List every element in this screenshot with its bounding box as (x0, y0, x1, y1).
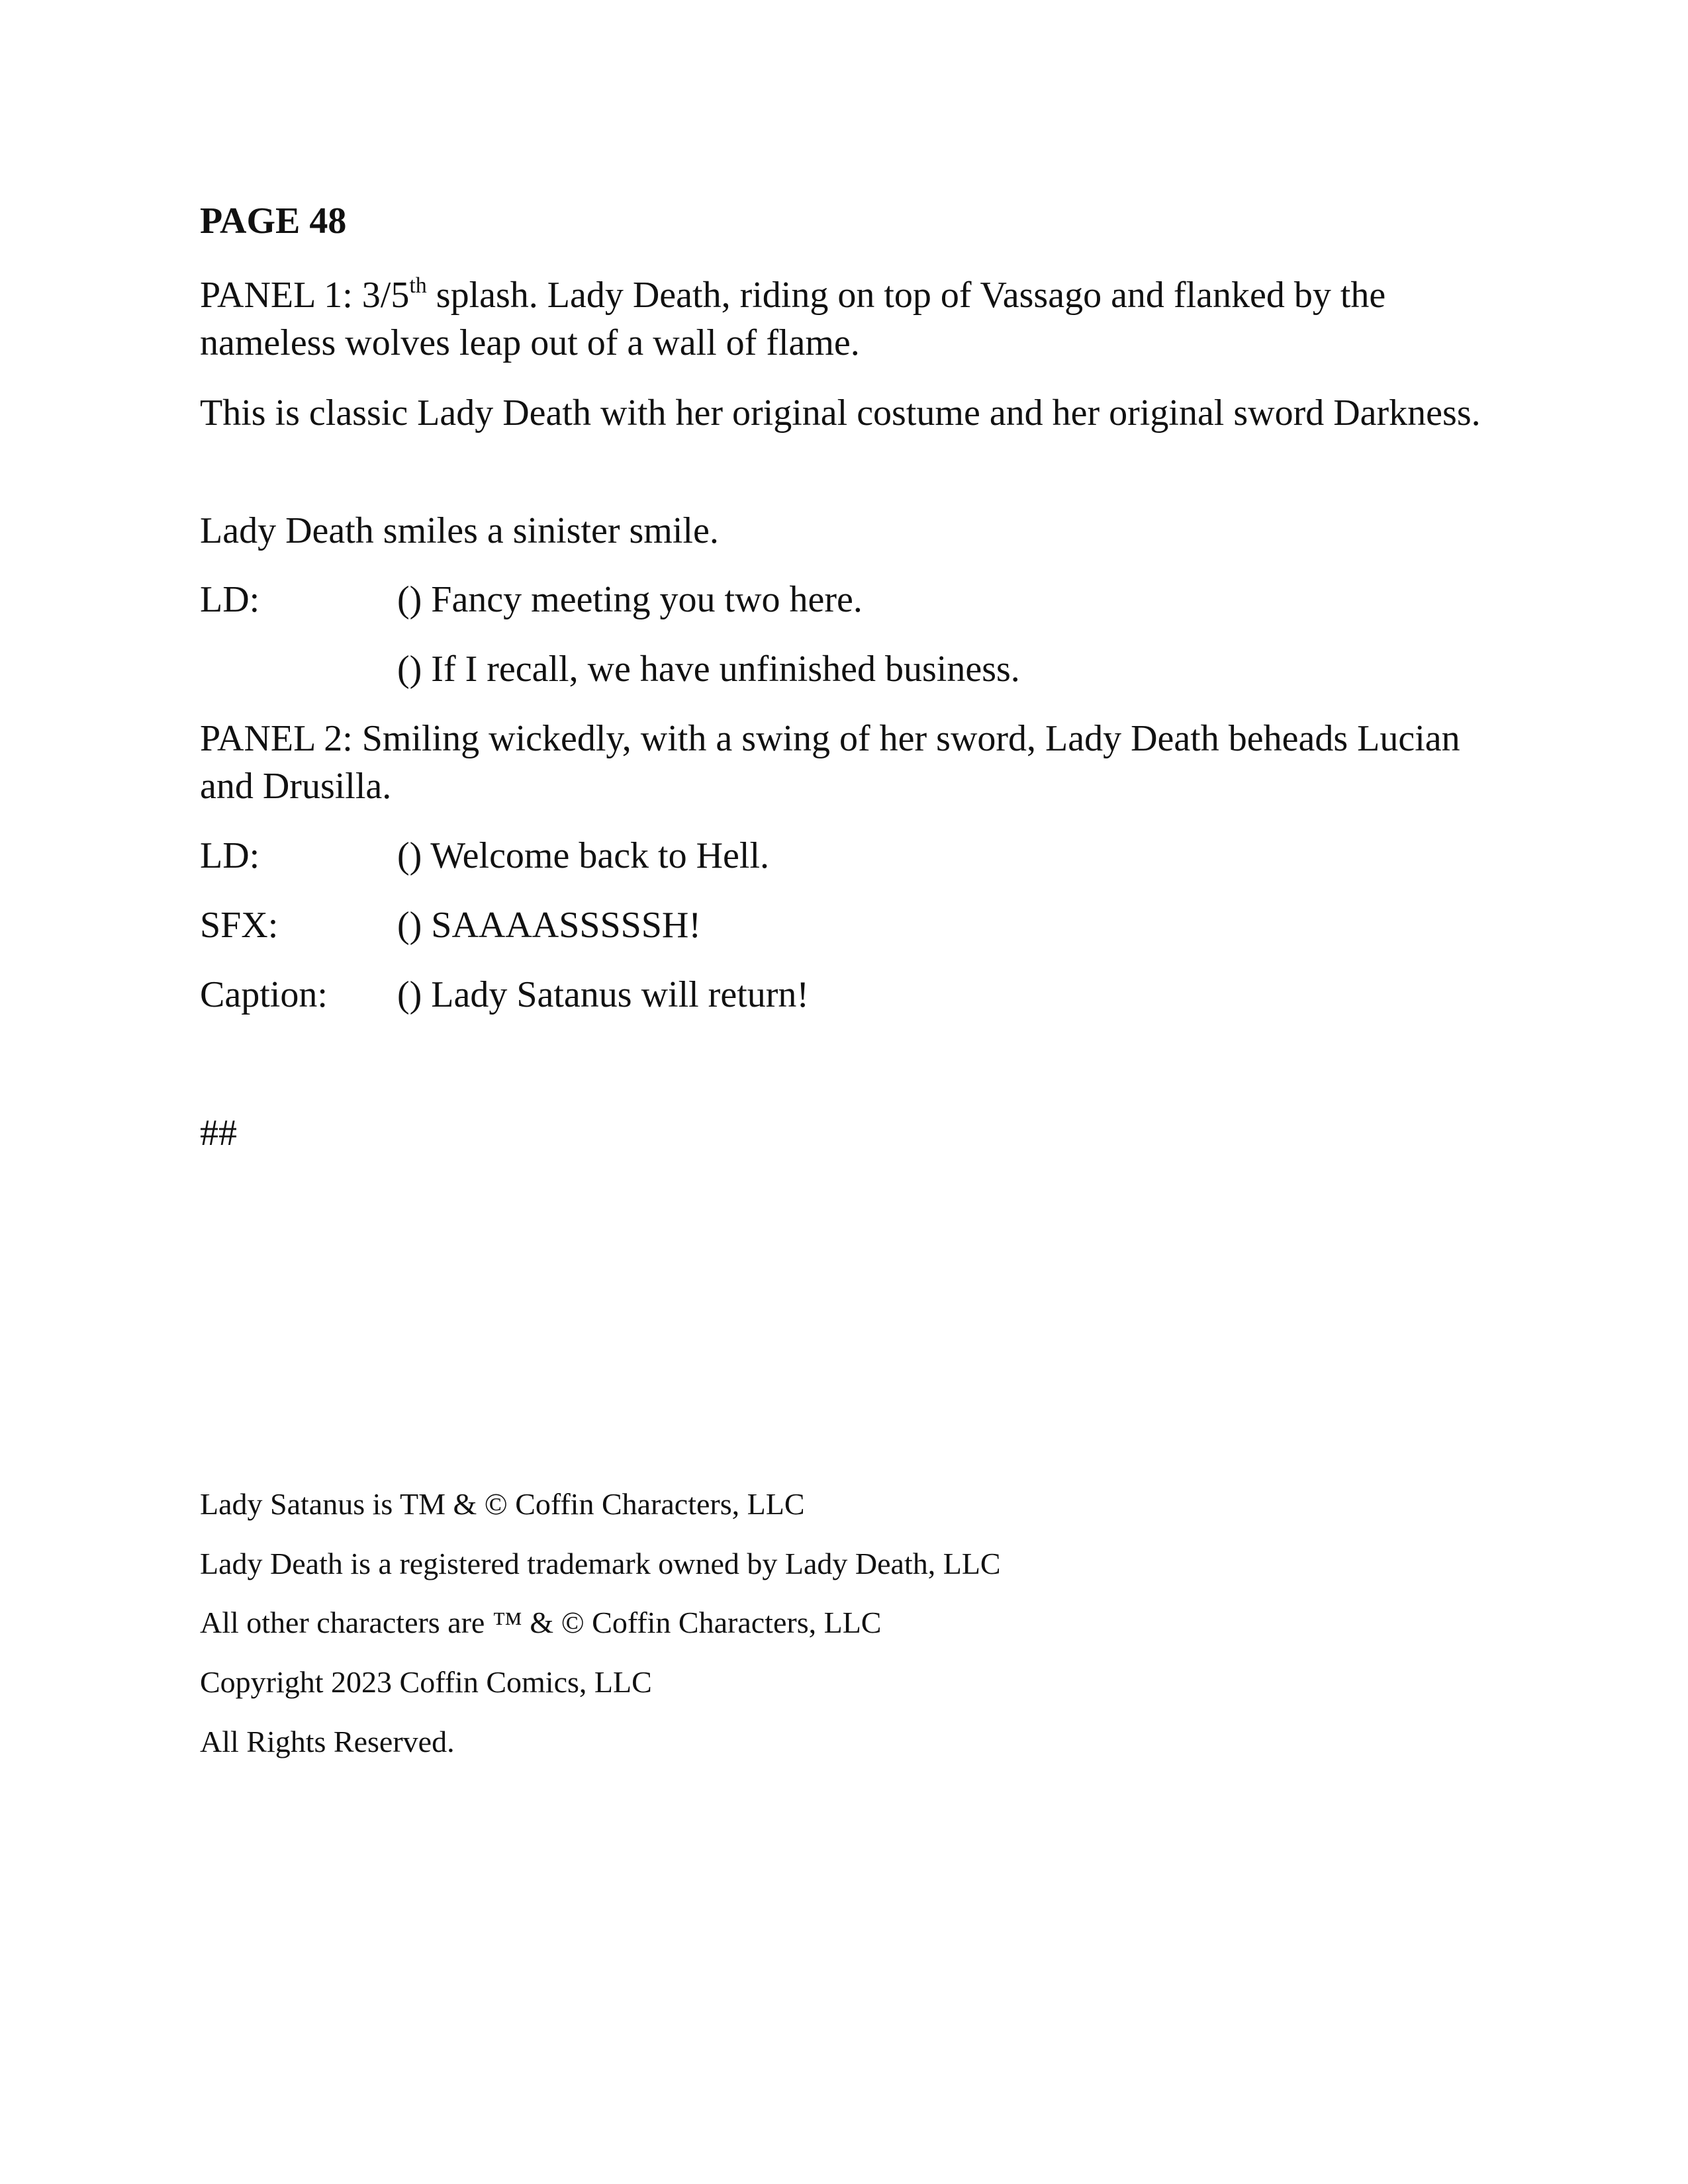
script-page (200, 0, 1491, 2184)
legal-line: All other characters are ™ & © Coffin Characters, LLC (200, 1606, 882, 1639)
legal-line: Copyright 2023 Coffin Comics, LLC (200, 1665, 652, 1699)
speaker-label: LD: (200, 579, 260, 620)
panel-2-description: PANEL 2: Smiling wickedly, with a swing of her sword, Lady Death beheads Lucian and Drusilla. (200, 718, 1460, 807)
dialogue-text: () Welcome back to Hell. (397, 835, 770, 876)
legal-line: Lady Satanus is TM & © Coffin Characters, LLC (200, 1487, 805, 1521)
speaker-label: LD: (200, 835, 260, 876)
page-heading: PAGE 48 (200, 201, 347, 242)
panel-1-label: PANEL 1: 3/5 (200, 275, 410, 316)
panel-1-text: splash. Lady Death, riding on top of Vassago and flanked by the nameless wolves leap out of a wall of flame. (200, 275, 1386, 363)
dialogue-text: () SAAAASSSSSH! (397, 905, 702, 946)
legal-line: All Rights Reserved. (200, 1725, 455, 1758)
ordinal-suffix: th (409, 273, 427, 298)
speaker-label: Caption: (200, 974, 328, 1015)
smile-note: Lady Death smiles a sinister smile. (200, 510, 719, 551)
dialogue-text: () Lady Satanus will return! (397, 974, 810, 1015)
speaker-label: SFX: (200, 905, 279, 946)
dialogue-text: () If I recall, we have unfinished business. (397, 649, 1020, 690)
panel-1-description (200, 271, 1491, 367)
end-mark: ## (200, 1113, 237, 1154)
legal-line: Lady Death is a registered trademark owned by Lady Death, LLC (200, 1547, 1001, 1580)
costume-note: This is classic Lady Death with her original costume and her original sword Darkness. (200, 392, 1481, 433)
dialogue-text: () Fancy meeting you two here. (397, 579, 863, 620)
